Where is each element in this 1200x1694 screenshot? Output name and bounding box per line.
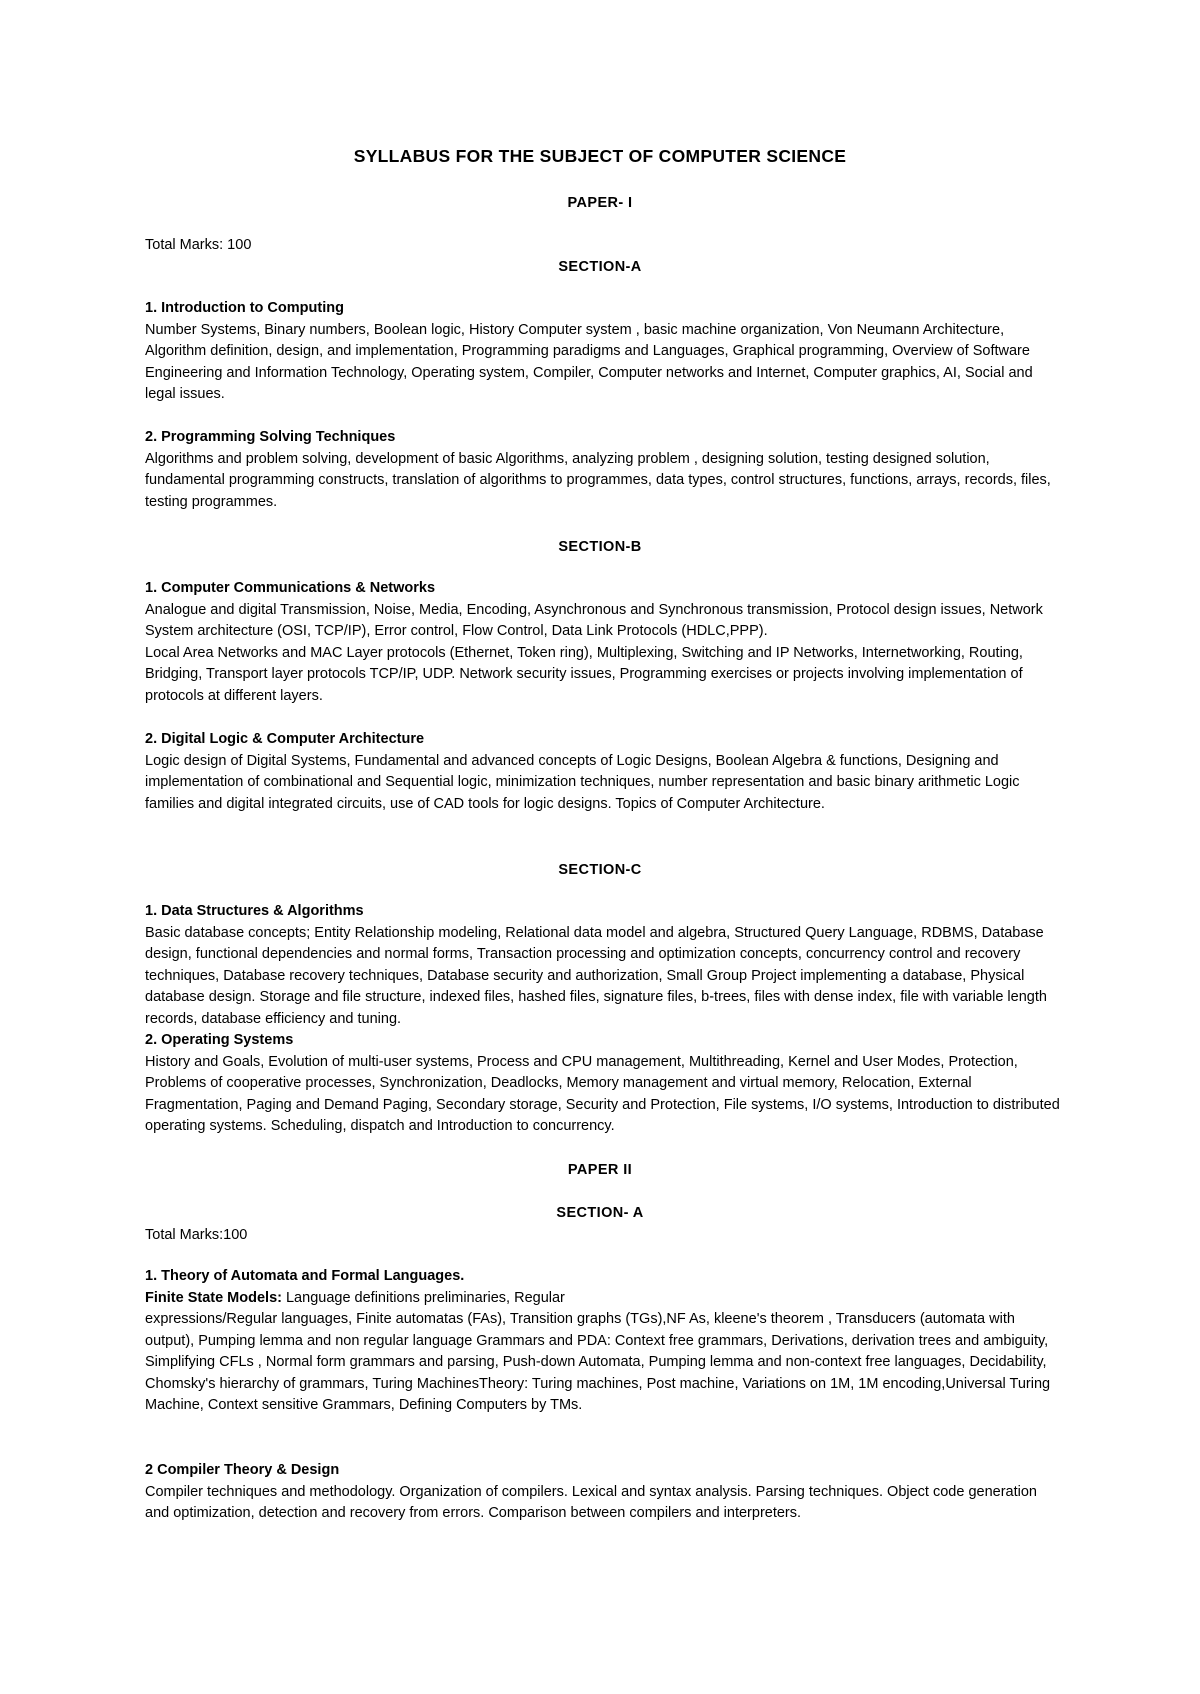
- paper2-total-marks: Total Marks:100: [145, 1227, 248, 1243]
- paper2-section-a-heading: SECTION- A: [556, 1205, 644, 1221]
- topic-title: 2 Compiler Theory & Design: [145, 1462, 340, 1478]
- topic-lead-line: [145, 1288, 1065, 1310]
- topic-compiler-theory-design: [145, 1460, 1065, 1525]
- topic-title: 1. Data Structures & Algorithms: [145, 903, 364, 919]
- section-c-heading: SECTION-C: [558, 862, 642, 878]
- topic-body: Algorithms and problem solving, development of basic Algorithms, analyzing problem , designing solution, testing designed solution, fundamental programming constructs, translation of algorithms to programmes, data types, control structures, functions, arrays, records, files, testing programmes.: [145, 450, 1051, 510]
- topic-lead-text: Language definitions preliminaries, Regular: [281, 1289, 565, 1306]
- section-b-heading: SECTION-B: [558, 539, 642, 555]
- topic-body: Basic database concepts; Entity Relationship modeling, Relational data model and algebra, Structured Query Language, RDBMS, Database design, functional dependencies and normal forms, Transaction processing and optimization concepts, concurrency control and recovery techniques, Database recovery techniques, Database security and authorization, Small Group Project implementing a database, Physical database design. Storage and file structure, indexed files, hashed files, signature files, b-trees, files with dense index, file with variable length records, database efficiency and tuning.: [145, 924, 1047, 1027]
- section-a-heading: SECTION-A: [558, 259, 642, 275]
- topic-body: Compiler techniques and methodology. Organization of compilers. Lexical and syntax analysis. Parsing techniques. Object code generation and optimization, detection and recovery from errors. Comparison between compilers and interpreters.: [145, 1483, 1037, 1521]
- topic-title: 2. Programming Solving Techniques: [145, 429, 396, 445]
- topic-title: 1. Theory of Automata and Formal Languages.: [145, 1268, 465, 1284]
- topic-introduction-to-computing: [145, 298, 1065, 406]
- topic-data-structures-algorithms: [145, 901, 1065, 1138]
- topic-programming-solving-techniques: [145, 427, 1065, 513]
- topic-theory-of-automata: [145, 1266, 1065, 1417]
- paper1-heading: PAPER- I: [567, 195, 633, 211]
- topic-body-operating-systems: History and Goals, Evolution of multi-user systems, Process and CPU management, Multithreading, Kernel and User Modes, Protection, Problems of cooperative processes, Synchronization, Deadlocks, Memory management and virtual memory, Relocation, External Fragmentation, Paging and Demand Paging, Secondary storage, Security and Protection, File systems, I/O systems, Introduction to distributed operating systems. Scheduling, dispatch and Introduction to concurrency.: [145, 1053, 1060, 1134]
- topic-title: 1. Computer Communications & Networks: [145, 580, 436, 596]
- topic-body: Logic design of Digital Systems, Fundamental and advanced concepts of Logic Designs, Boolean Algebra & functions, Designing and implementation of combinational and Sequential logic, minimization techniques, number representation and basic binary arithmetic Logic families and digital integrated circuits, use of CAD tools for logic designs. Topics of Computer Architecture.: [145, 752, 1020, 812]
- topic-body: expressions/Regular languages, Finite automatas (FAs), Transition graphs (TGs),NF As, kleene's theorem , Transducers (automata with output), Pumping lemma and non regular language Grammars and PDA: Context free grammars, Derivations, derivation trees and ambiguity, Simplifying CFLs , Normal form grammars and parsing, Push-down Automata, Pumping lemma and non-context free languages, Decidability, Chomsky's hierarchy of grammars, Turing MachinesTheory: Turing machines, Post machine, Variations on 1M, 1M encoding,Universal Turing Machine, Context sensitive Grammars, Defining Computers by TMs.: [145, 1311, 1051, 1413]
- paper1-total-marks: Total Marks: 100: [145, 237, 252, 253]
- topic-body: Number Systems, Binary numbers, Boolean logic, History Computer system , basic machine organization, Von Neumann Architecture, Algorithm definition, design, and implementation, Programming paradigms and Languages, Graphical programming, Overview of Software Engineering and Information Technology, Operating system, Compiler, Computer networks and Internet, Computer graphics, AI, Social and legal issues.: [145, 321, 1033, 402]
- topic-lead-label: Finite State Models:: [145, 1289, 282, 1306]
- topic-title: 2. Digital Logic & Computer Architecture: [145, 731, 425, 747]
- paper2-heading: PAPER II: [567, 1162, 633, 1178]
- topic-title: 1. Introduction to Computing: [145, 300, 344, 316]
- topic-computer-communications-networks: [145, 578, 1065, 707]
- topic-title-operating-systems: 2. Operating Systems: [145, 1032, 294, 1048]
- topic-body-continued: Local Area Networks and MAC Layer protocols (Ethernet, Token ring), Multiplexing, Switching and IP Networks, Internetworking, Routing, Bridging, Transport layer protocols TCP/IP, UDP. Network security issues, Programming exercises or projects involving implementation of protocols at different layers.: [145, 644, 1023, 704]
- topic-digital-logic-computer-architecture: [145, 729, 1065, 815]
- document-title: SYLLABUS FOR THE SUBJECT OF COMPUTER SCIENCE: [353, 146, 847, 166]
- topic-body: Analogue and digital Transmission, Noise, Media, Encoding, Asynchronous and Synchronous transmission, Protocol design issues, Network System architecture (OSI, TCP/IP), Error control, Flow Control, Data Link Protocols (HDLC,PPP).: [145, 601, 1043, 639]
